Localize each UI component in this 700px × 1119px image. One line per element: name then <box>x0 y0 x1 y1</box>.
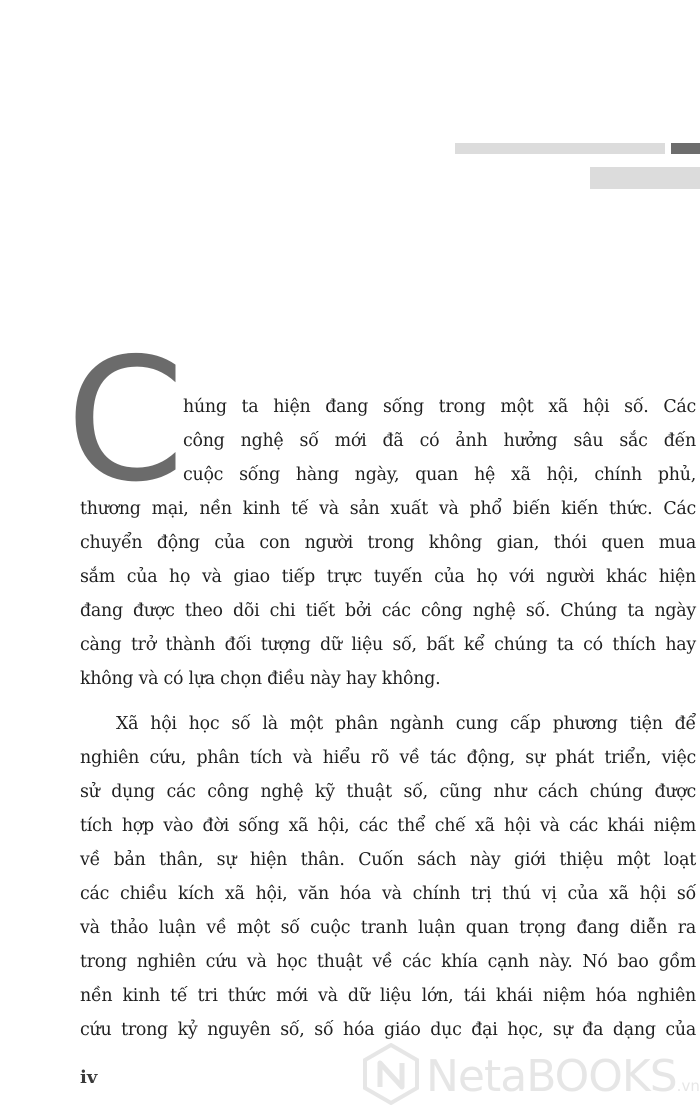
text-line: cứu trong kỷ nguyên số, số hóa giáo dục đại học, sự đa dạng của <box>80 1020 696 1040</box>
text-line: các chiều kích xã hội, văn hóa và chính trị thú vị của xã hội số <box>80 884 696 904</box>
header-decor-bar-dark <box>671 143 700 154</box>
page-number: iv <box>80 1067 98 1088</box>
text-line: Xã hội học số là một phân ngành cung cấp phương tiện để <box>116 714 696 734</box>
watermark-suffix: .vn <box>676 1077 700 1095</box>
text-line: nghiên cứu, phân tích và hiểu rõ về tác động, sự phát triển, việc <box>80 748 696 768</box>
text-line: nền kinh tế tri thức mới và dữ liệu lớn, tái khái niệm hóa nghiên <box>80 986 696 1006</box>
text-line: trong nghiên cứu và học thuật về các khía cạnh này. Nó bao gồm <box>80 952 696 972</box>
text-line: và thảo luận về một số cuộc tranh luận quan trọng đang diễn ra <box>80 918 696 938</box>
header-decor-bar-long <box>455 143 665 154</box>
text-line: thương mại, nền kinh tế và sản xuất và phổ biến kiến thức. Các <box>80 499 696 519</box>
text-line: về bản thân, sự hiện thân. Cuốn sách này giới thiệu một loạt <box>80 850 696 870</box>
watermark-brand: NetaBOOKS <box>426 1050 677 1102</box>
text-line: chuyển động của con người trong không gian, thói quen mua <box>80 533 696 553</box>
watermark <box>362 1043 700 1109</box>
text-line: sắm của họ và giao tiếp trực tuyến của họ với người khác hiện <box>80 567 696 587</box>
text-line: không và có lựa chọn điều này hay không. <box>80 669 441 689</box>
text-line: đang được theo dõi chi tiết bởi các công nghệ số. Chúng ta ngày <box>80 601 696 621</box>
text-line: công nghệ số mới đã có ảnh hưởng sâu sắc đến <box>183 431 696 451</box>
text-line: càng trở thành đối tượng dữ liệu số, bất kể chúng ta có thích hay <box>80 635 696 655</box>
hexagon-n-logo-icon <box>362 1043 420 1109</box>
text-line: cuộc sống hàng ngày, quan hệ xã hội, chính phủ, <box>183 465 696 485</box>
drop-cap: C <box>66 322 185 520</box>
text-line: sử dụng các công nghệ kỹ thuật số, cũng như cách chúng được <box>80 782 696 802</box>
text-line: tích hợp vào đời sống xã hội, các thể chế xã hội và các khái niệm <box>80 816 696 836</box>
header-decor-bar-short <box>590 167 700 189</box>
text-line: húng ta hiện đang sống trong một xã hội số. Các <box>183 397 696 417</box>
